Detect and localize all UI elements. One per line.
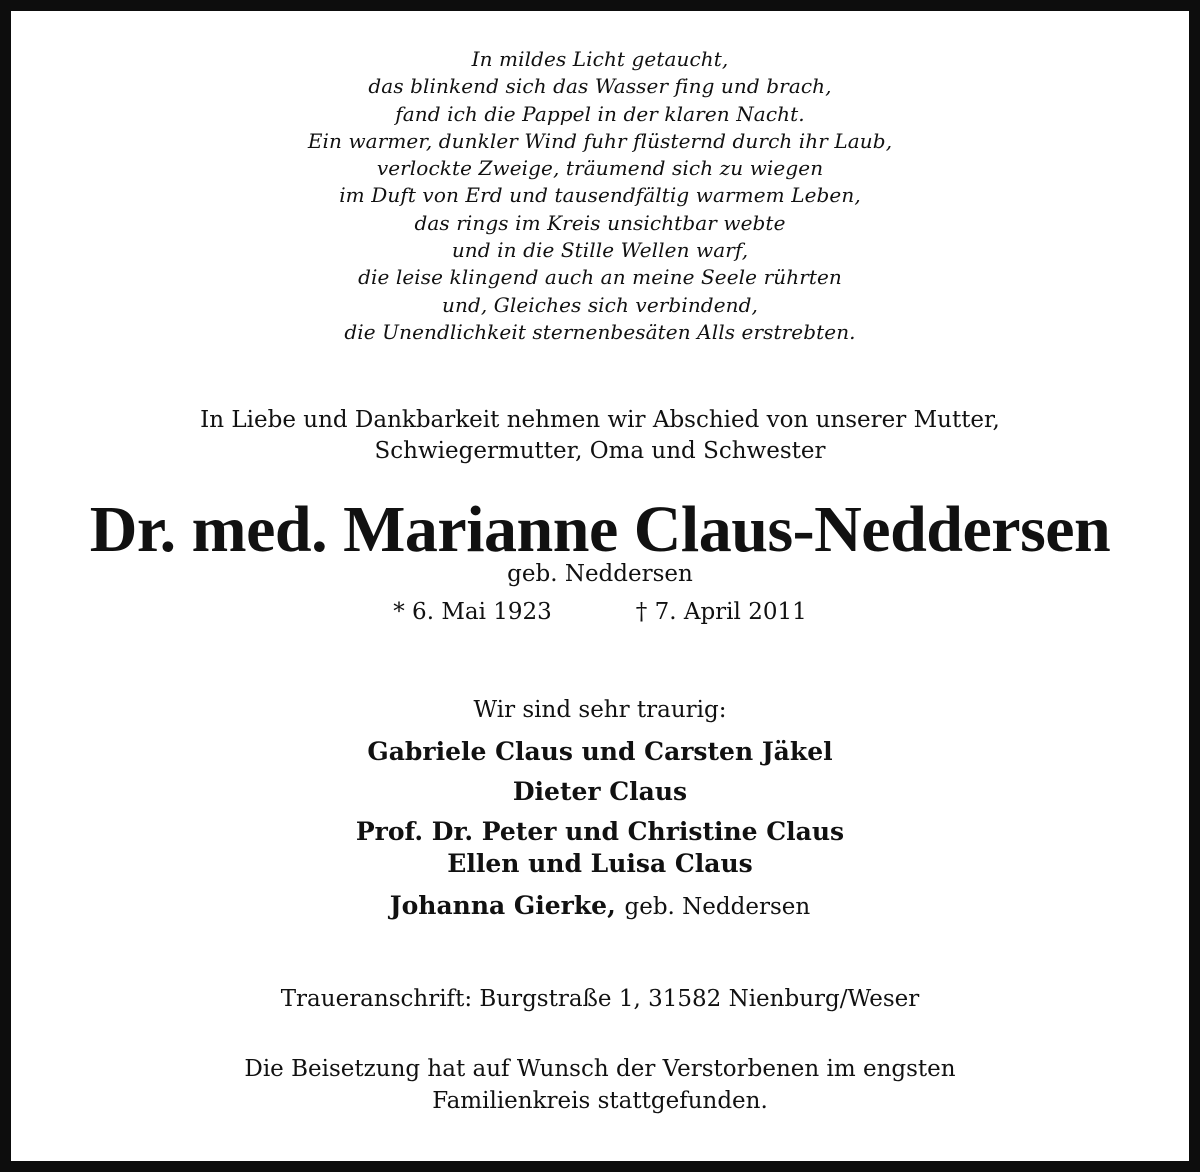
burial-note (0, 1053, 1200, 1117)
mourner-birth-name: geb. Neddersen (624, 894, 811, 920)
poem-line: verlockte Zweige, träumend sich zu wiegen (376, 156, 824, 181)
poem-line: das rings im Kreis unsichtbar webte (414, 210, 786, 235)
poem-line: und in die Stille Wellen warf, (451, 238, 749, 263)
mourning-address: Traueranschrift: Burgstraße 1, 31582 Nienburg/Weser (280, 986, 920, 1012)
death-date: † 7. April 2011 (635, 599, 807, 625)
deceased-name: Dr. med. Marianne Claus-Neddersen (89, 493, 1111, 566)
mourner-name: Johanna Gierke, (389, 891, 616, 920)
poem-line: Ein warmer, dunkler Wind fuhr flüsternd durch ihr Laub, (307, 128, 893, 153)
birth-date: * 6. Mai 1923 (393, 599, 552, 625)
intro-line-1: In Liebe und Dankbarkeit nehmen wir Abschied von unserer Mutter, (200, 407, 1000, 433)
poem-line: fand ich die Pappel in der klaren Nacht. (395, 101, 805, 126)
life-dates (0, 597, 1200, 627)
mourners-heading: Wir sind sehr traurig: (473, 697, 727, 723)
poem-line: im Duft von Erd und tausendfältig warmem Leben, (339, 183, 861, 208)
mourner-line: Gabriele Claus und Carsten Jäkel (367, 737, 833, 766)
burial-line-1: Die Beisetzung hat auf Wunsch der Verstorbenen im engsten (244, 1056, 956, 1082)
intro-text (0, 405, 1200, 467)
poem (0, 46, 1200, 346)
poem-line: In mildes Licht getaucht, (471, 47, 729, 71)
poem-line: das blinkend sich das Wasser fing und brach, (368, 74, 832, 99)
burial-line-2: Familienkreis stattgefunden. (432, 1088, 768, 1114)
mourner-line: Ellen und Luisa Claus (447, 849, 753, 878)
birth-name: geb. Neddersen (507, 561, 693, 587)
poem-line: die leise klingend auch an meine Seele rührten (358, 265, 842, 290)
mourner-line (0, 889, 1200, 924)
poem-line: und, Gleiches sich verbindend, (442, 292, 758, 317)
mourner-line: Prof. Dr. Peter und Christine Claus (355, 817, 845, 846)
poem-line: die Unendlichkeit sternenbesäten Alls erstrebten. (344, 319, 856, 344)
mourner-line: Dieter Claus (512, 777, 688, 806)
intro-line-2: Schwiegermutter, Oma und Schwester (374, 438, 826, 464)
